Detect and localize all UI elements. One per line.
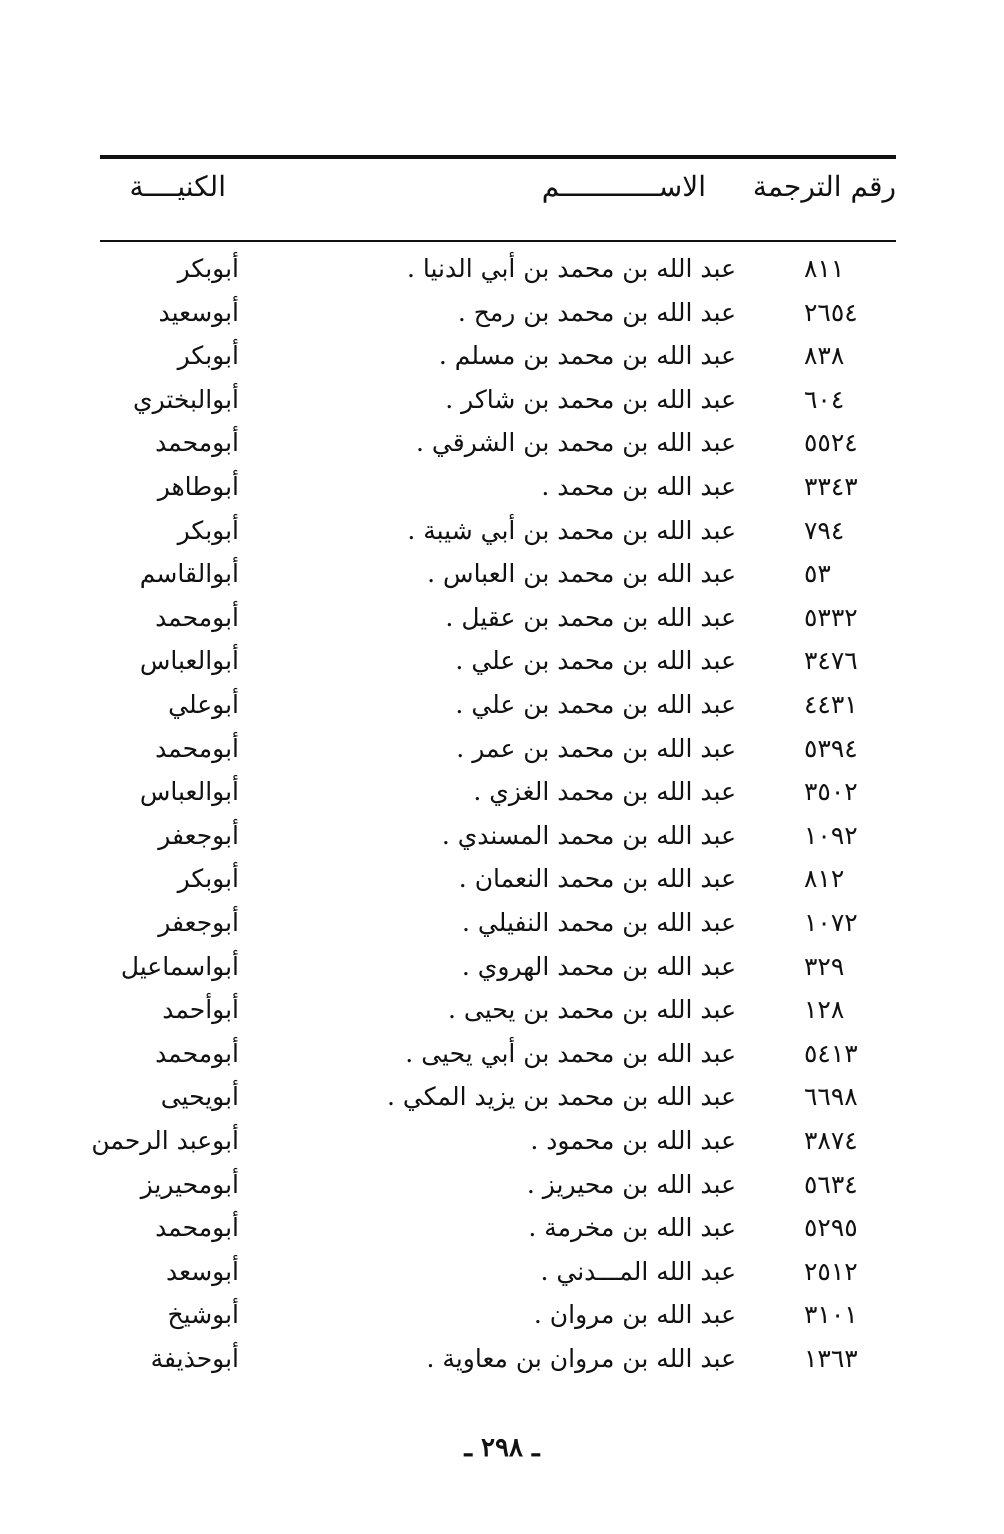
narrator-kunya: أبوطاهر xyxy=(157,472,239,501)
narrator-kunya: أبوسعيد xyxy=(158,297,239,327)
narrator-kunya: أبومحمد xyxy=(155,733,239,763)
translation-number: ٣١٠١ xyxy=(804,1300,858,1330)
table-row xyxy=(0,424,1004,468)
narrator-name: عبد الله بن محمد بن رمح . xyxy=(457,297,736,327)
narrator-name: عبد الله بن محمد بن عمر . xyxy=(456,733,736,763)
narrator-kunya: أبوشيخ xyxy=(167,1300,239,1330)
narrator-name: عبد الله بن محمد بن الشرقي . xyxy=(416,428,736,458)
narrator-name: عبد الله بن محمد بن علي . xyxy=(455,646,736,676)
table-row xyxy=(0,1253,1004,1297)
translation-number: ٥٤١٣ xyxy=(804,1038,858,1068)
narrator-name: عبد الله بن محمود . xyxy=(530,1126,736,1155)
narrator-kunya: أبوحذيفة xyxy=(150,1344,239,1373)
narrator-name: عبد الله بن محمد النعمان . xyxy=(458,864,736,894)
translation-number: ٨١٢ xyxy=(804,864,845,894)
narrator-name: عبد الله بن محمد بن عقيل . xyxy=(445,602,736,632)
narrator-kunya: أبوسعد xyxy=(166,1256,239,1286)
table-row xyxy=(0,730,1004,774)
narrator-name: عبد الله بن محمد المسندي . xyxy=(441,820,736,850)
translation-number: ٢٥١٢ xyxy=(804,1256,858,1286)
narrator-name: عبد الله بن محمد بن يزيد المكي . xyxy=(387,1082,736,1112)
header-rule xyxy=(100,240,896,242)
narrator-kunya: أبوالعباس xyxy=(139,646,239,676)
translation-number: ٨١١ xyxy=(804,254,845,283)
narrator-kunya: أبومحمد xyxy=(155,602,239,632)
table-row xyxy=(0,860,1004,904)
translation-number: ٣٥٠٢ xyxy=(804,777,858,807)
table-row xyxy=(0,468,1004,512)
narrator-kunya: أبواسماعيل xyxy=(120,951,239,981)
narrator-name: عبد الله بن مخرمة . xyxy=(528,1213,736,1243)
narrator-kunya: أبوأحمد xyxy=(162,995,239,1025)
table-row xyxy=(0,1122,1004,1166)
translation-number: ٦٠٤ xyxy=(804,384,845,414)
narrator-name: عبد الله بن محمد بن يحيى . xyxy=(447,995,736,1025)
narrator-kunya: أبوجعفر xyxy=(158,820,239,850)
table-row xyxy=(0,512,1004,556)
narrator-kunya: أبوالبختري xyxy=(133,384,239,414)
narrator-kunya: أبوعلي xyxy=(168,690,239,719)
top-rule xyxy=(100,155,896,159)
translation-number: ٣٨٧٤ xyxy=(804,1126,858,1155)
translation-number: ٥٣ xyxy=(804,559,831,589)
narrator-kunya: أبوبكر xyxy=(177,341,239,371)
table-header xyxy=(100,170,896,230)
translation-number: ٥٦٣٤ xyxy=(804,1169,858,1199)
table-row xyxy=(0,599,1004,643)
table-row xyxy=(0,948,1004,992)
table-row xyxy=(0,1166,1004,1210)
table-row xyxy=(0,1078,1004,1122)
narrator-kunya: أبوالقاسم xyxy=(139,559,239,589)
table-row xyxy=(0,904,1004,948)
table-row xyxy=(0,1209,1004,1253)
translation-number: ١٣٦٣ xyxy=(804,1344,858,1373)
narrator-name: عبد الله بن محمد بن أبي شيبة . xyxy=(407,515,736,545)
narrator-name: عبد الله بن محمد الهروي . xyxy=(461,951,736,981)
narrator-name: عبد الله بن محمد . xyxy=(541,472,736,501)
header-translation-number: رقم الترجمة xyxy=(752,170,896,203)
narrator-kunya: أبوالعباس xyxy=(139,777,239,807)
narrator-name: عبد الله بن محمد بن أبي يحيى . xyxy=(405,1038,736,1068)
translation-number: ١٠٧٢ xyxy=(804,908,858,937)
translation-number: ٣٢٩ xyxy=(804,951,845,981)
translation-number: ١٠٩٢ xyxy=(804,820,858,850)
translation-number: ٥٣٩٤ xyxy=(804,733,858,763)
narrator-kunya: أبومحمد xyxy=(155,1038,239,1068)
narrator-kunya: أبوبكر xyxy=(177,864,239,894)
table-row xyxy=(0,1296,1004,1340)
narrator-kunya: أبوبكر xyxy=(177,515,239,545)
narrator-name: عبد الله بن محمد بن مسلم . xyxy=(438,341,736,371)
translation-number: ٨٣٨ xyxy=(804,341,845,371)
header-kunya: الكنيــــة xyxy=(129,170,226,203)
narrator-kunya: أبومحيريز xyxy=(140,1169,239,1199)
narrator-name: عبد الله بن محمد الغزي . xyxy=(473,777,736,807)
translation-number: ٣٤٧٦ xyxy=(804,646,858,676)
table-row xyxy=(0,250,1004,294)
translation-number: ٥٢٩٥ xyxy=(804,1213,858,1243)
table-row xyxy=(0,555,1004,599)
narrator-name: عبد الله المـــدني . xyxy=(540,1256,736,1286)
translation-number: ٤٤٣١ xyxy=(804,690,858,719)
table-row xyxy=(0,686,1004,730)
table-row xyxy=(0,1035,1004,1079)
table-row xyxy=(0,773,1004,817)
table-row xyxy=(0,1340,1004,1384)
translation-number: ٥٣٣٢ xyxy=(804,602,858,632)
narrator-kunya: أبومحمد xyxy=(155,428,239,458)
narrator-name: عبد الله بن محمد بن العباس . xyxy=(427,559,736,589)
table-row xyxy=(0,991,1004,1035)
narrator-name: عبد الله بن محيريز . xyxy=(526,1169,736,1199)
header-name: الاســــــــــــم xyxy=(541,170,706,203)
table-row xyxy=(0,337,1004,381)
narrator-name: عبد الله بن محمد بن علي . xyxy=(455,690,736,719)
table-row xyxy=(0,381,1004,425)
table-row xyxy=(0,294,1004,338)
translation-number: ٧٩٤ xyxy=(804,515,845,545)
narrator-name: عبد الله بن محمد بن شاكر . xyxy=(445,384,736,414)
translation-number: ١٢٨ xyxy=(804,995,845,1025)
narrator-kunya: أبوبكر xyxy=(177,254,239,283)
narrator-kunya: أبويحيى xyxy=(160,1082,239,1112)
page-number: ـ ٢٩٨ ـ xyxy=(464,1433,540,1463)
narrator-name: عبد الله بن محمد بن أبي الدنيا . xyxy=(406,254,736,283)
table-row xyxy=(0,642,1004,686)
table-row xyxy=(0,817,1004,861)
translation-number: ٣٣٤٣ xyxy=(804,472,858,501)
narrator-kunya: أبومحمد xyxy=(155,1213,239,1243)
narrator-kunya: أبوعبد الرحمن xyxy=(91,1126,239,1155)
translation-number: ٦٦٩٨ xyxy=(804,1082,858,1112)
narrator-name: عبد الله بن محمد النفيلي . xyxy=(461,908,736,937)
translation-number: ٥٥٢٤ xyxy=(804,428,858,458)
narrator-name: عبد الله بن مروان . xyxy=(533,1300,736,1330)
translation-number: ٢٦٥٤ xyxy=(804,297,858,327)
narrator-kunya: أبوجعفر xyxy=(158,908,239,937)
narrator-name: عبد الله بن مروان بن معاوية . xyxy=(426,1344,736,1373)
